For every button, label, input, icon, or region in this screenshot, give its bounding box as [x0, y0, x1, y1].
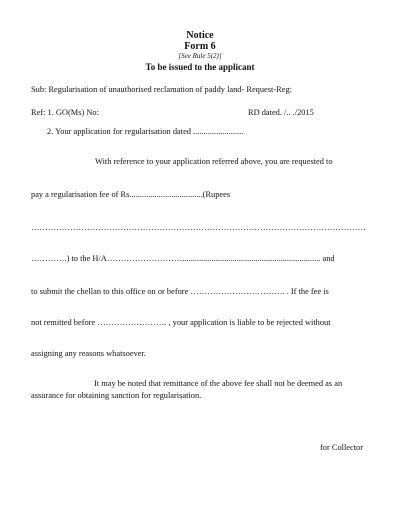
note-line: assurance for obtaining sanction for regularisation. — [31, 391, 202, 400]
body-line: not remitted before ……………………. , your application is liable to be rejected without — [31, 318, 331, 327]
reference-line: Ref: 1. GO(Ms) No: — [31, 108, 99, 117]
issued-to-line: To be issued to the applicant — [145, 62, 255, 72]
body-line: ………………………………………………………………………………………………………… — [31, 223, 366, 232]
body-line: pay a regularisation fee of Rs...................................(Rupees — [31, 190, 231, 199]
form-number: Form 6 — [184, 41, 216, 52]
notice-title: Notice — [186, 30, 214, 41]
note-line: It may be noted that remittance of the above fee shall not be deemed as an — [94, 379, 343, 388]
body-line: to submit the chellan to this office on or before ……………………………. . If the fee is — [31, 287, 329, 296]
subject-line: Sub: Regularisation of unauthorised reclamation of paddy land- Request-Reg: — [31, 85, 292, 94]
rule-reference: [See Rule 5(2)] — [178, 52, 222, 60]
signature-line: for Collector — [320, 443, 364, 452]
reference-date: RD dated. /.. ./2015 — [248, 108, 314, 117]
paragraph-2: 2. Your application for regularisation dated ........................ — [47, 127, 244, 136]
body-line: With reference to your application referred above, you are requested to — [95, 157, 333, 166]
body-line: assigning any reasons whatsoever. — [31, 349, 146, 358]
body-line: ………….) to the H/A……………………….................................................................. and — [31, 254, 335, 263]
